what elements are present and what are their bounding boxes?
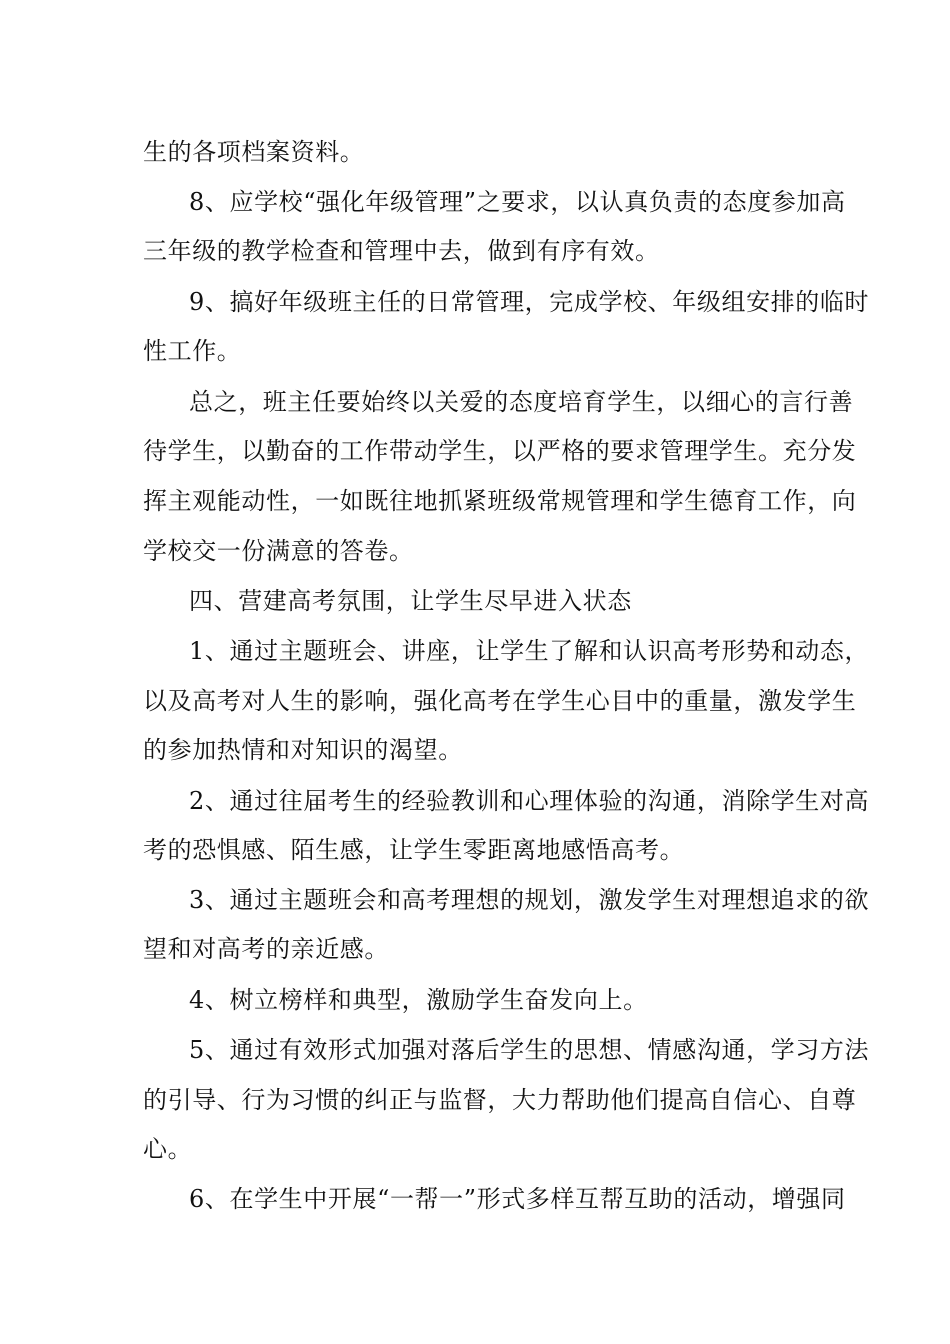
text-line: 心。 xyxy=(143,1135,193,1163)
text-line: 待学生，以勤奋的工作带动学生，以严格的要求管理学生。充分发 xyxy=(143,437,857,465)
text-line: 的参加热情和对知识的渴望。 xyxy=(143,736,463,764)
text-line: 8、应学校“强化年级管理”之要求，以认真负责的态度参加高 xyxy=(189,188,846,216)
text-line: 2、通过往届考生的经验教训和心理体验的沟通，消除学生对高 xyxy=(189,787,870,815)
text-line: 性工作。 xyxy=(143,337,242,365)
text-line: 考的恐惧感、陌生感，让学生零距离地感悟高考。 xyxy=(143,836,685,864)
text-line: 4、树立榜样和典型，激励学生奋发向上。 xyxy=(189,986,648,1014)
text-line: 5、通过有效形式加强对落后学生的思想、情感沟通，学习方法 xyxy=(189,1036,870,1064)
text-line: 生的各项档案资料。 xyxy=(143,138,365,166)
text-line: 总之，班主任要始终以关爱的态度培育学生，以细心的言行善 xyxy=(189,388,854,416)
text-line: 3、通过主题班会和高考理想的规划，激发学生对理想追求的欲 xyxy=(189,886,870,914)
text-line: 以及高考对人生的影响，强化高考在学生心目中的重量，激发学生 xyxy=(143,687,857,715)
text-line: 学校交一份满意的答卷。 xyxy=(143,537,414,565)
text-line: 三年级的教学检查和管理中去，做到有序有效。 xyxy=(143,237,660,265)
text-line: 6、在学生中开展“一帮一”形式多样互帮互助的活动，增强同 xyxy=(189,1185,846,1213)
text-line: 挥主观能动性，一如既往地抓紧班级常规管理和学生德育工作，向 xyxy=(143,487,857,515)
text-line: 四、营建高考氛围，让学生尽早进入状态 xyxy=(189,587,632,615)
text-line: 9、搞好年级班主任的日常管理，完成学校、年级组安排的临时 xyxy=(189,288,870,316)
text-line: 1、通过主题班会、讲座，让学生了解和认识高考形势和动态， xyxy=(189,637,870,665)
text-line: 望和对高考的亲近感。 xyxy=(143,935,389,963)
text-line: 的引导、行为习惯的纠正与监督，大力帮助他们提高自信心、自尊 xyxy=(143,1086,857,1114)
